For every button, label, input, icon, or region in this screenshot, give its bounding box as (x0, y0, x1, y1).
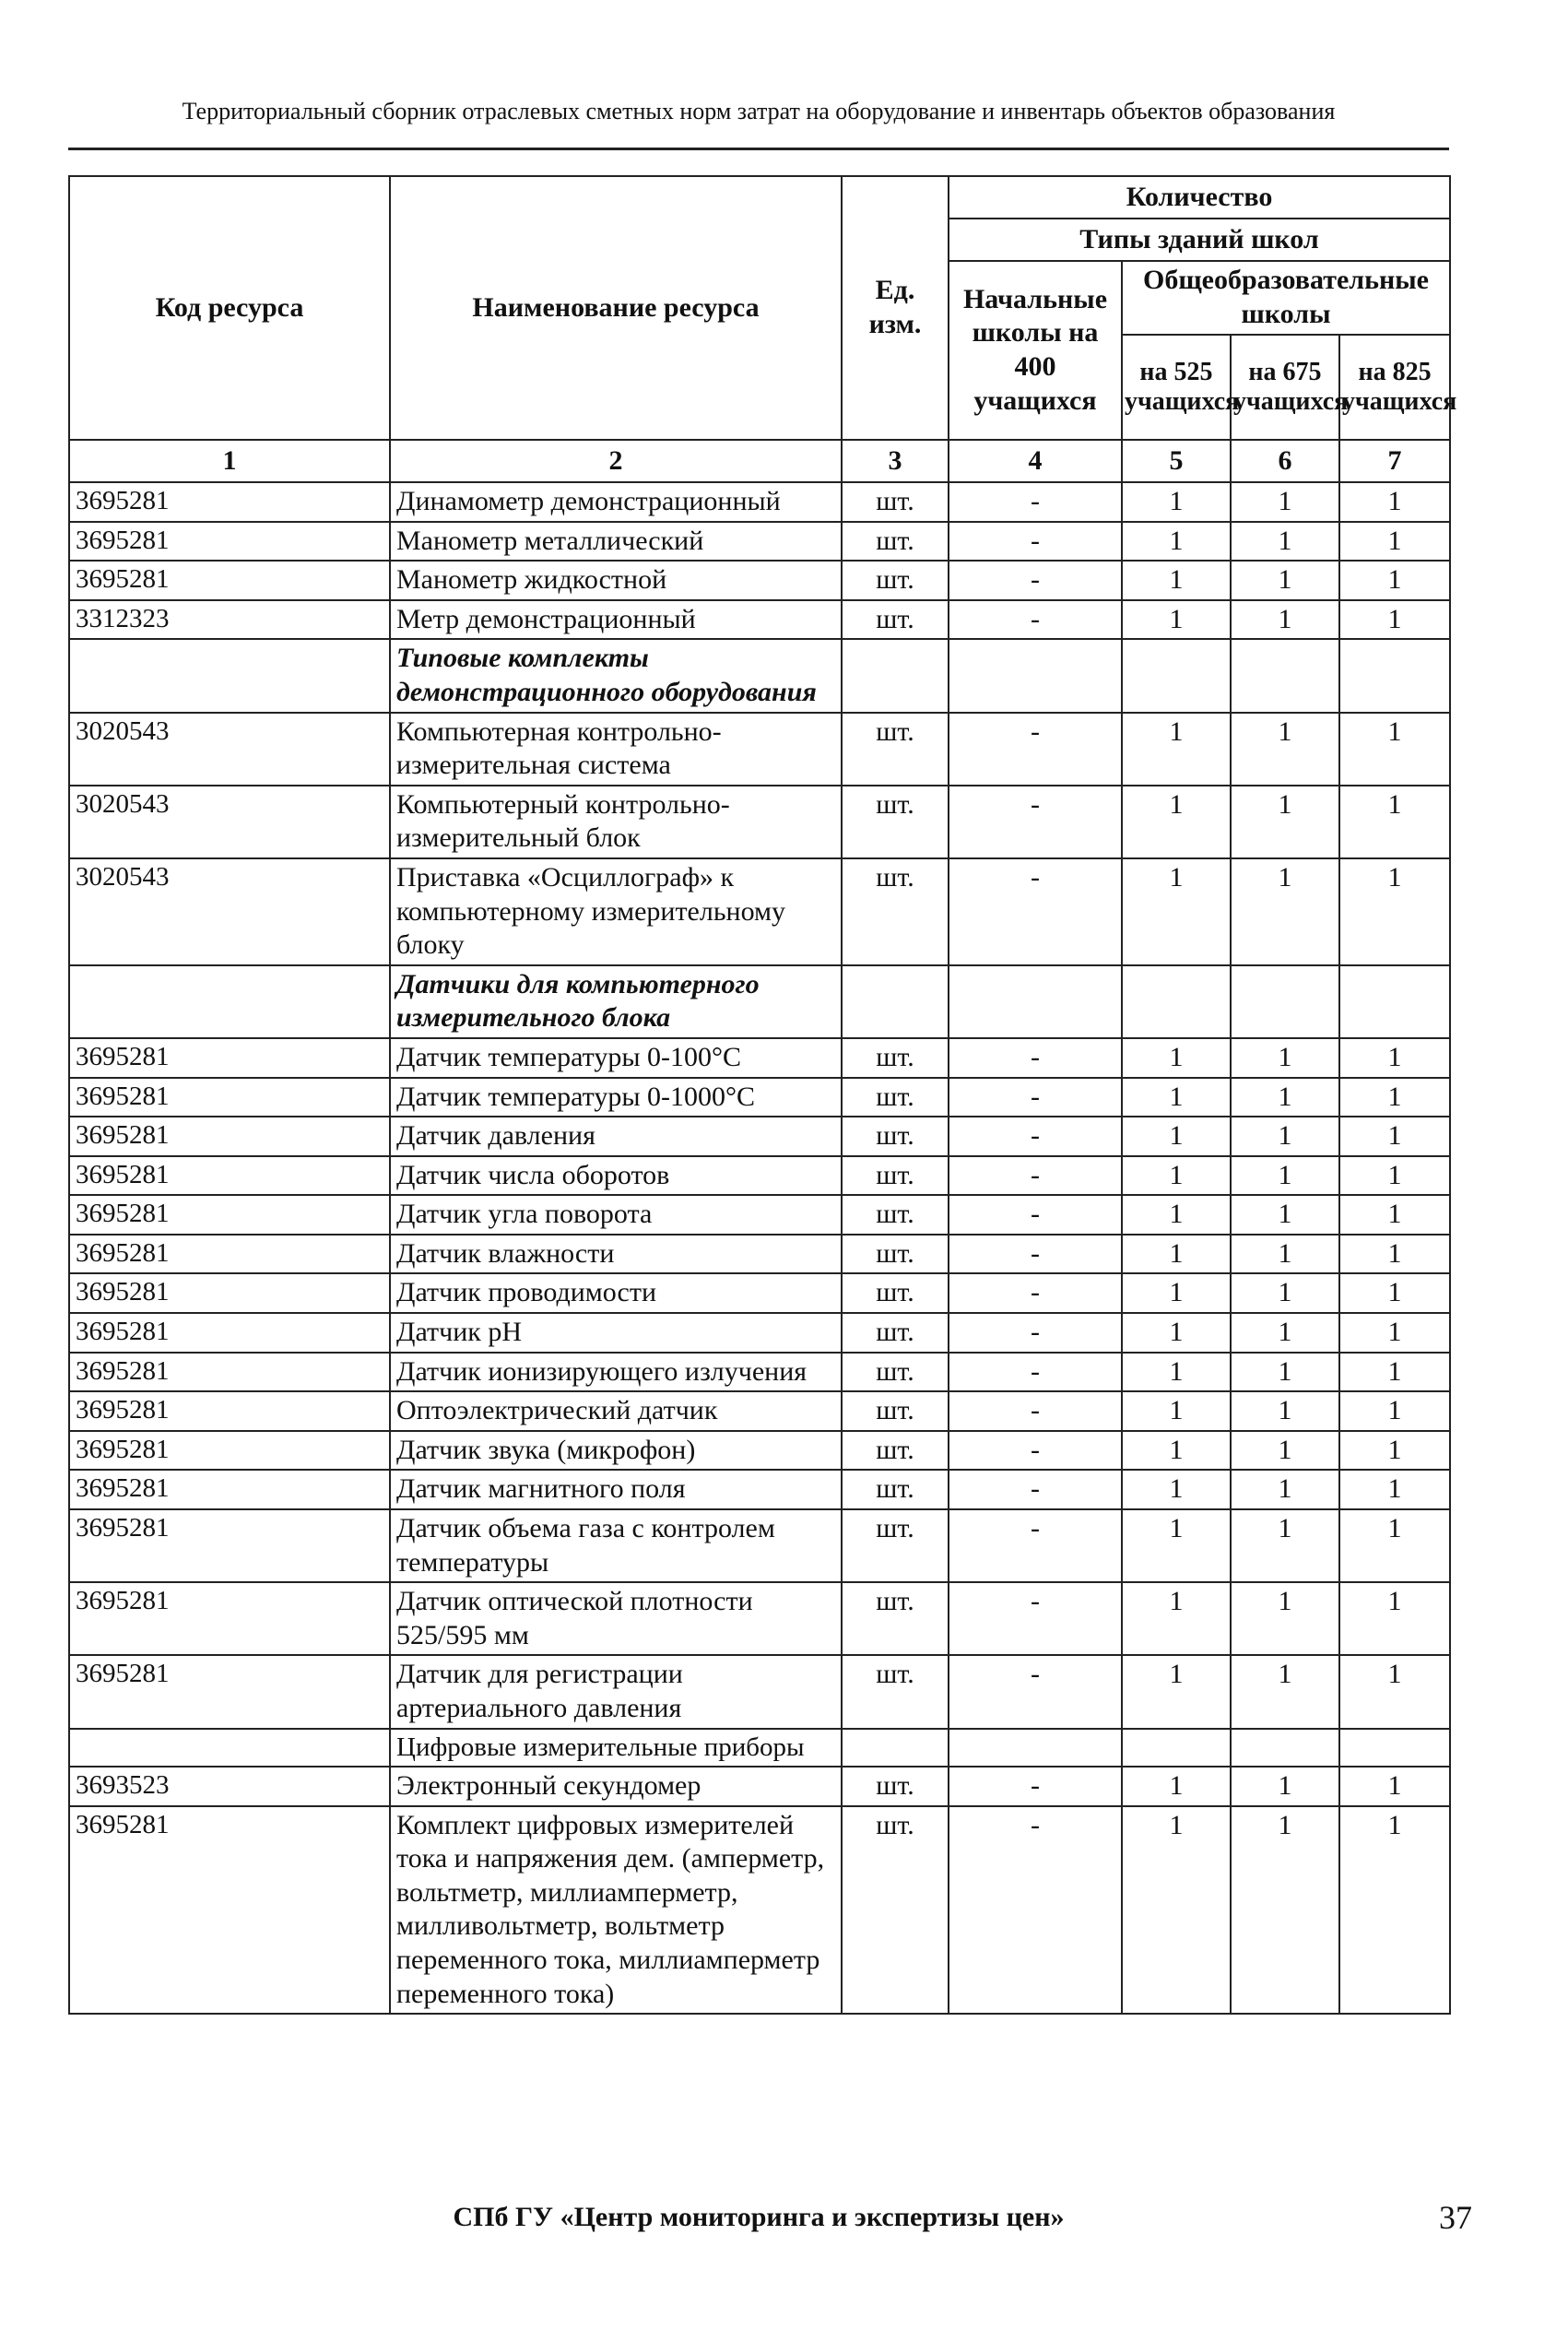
unit: шт. (842, 1806, 949, 2015)
qty-525: 1 (1122, 713, 1231, 786)
section-empty-cell (842, 1729, 949, 1767)
unit: шт. (842, 1156, 949, 1196)
qty-825: 1 (1339, 1431, 1450, 1471)
document-header: Территориальный сборник отраслевых сметных норм затрат на оборудование и инвентарь объектов образования (182, 98, 1336, 124)
unit: шт. (842, 1655, 949, 1728)
resource-code: 3695281 (69, 1431, 390, 1471)
table-row (69, 561, 1450, 600)
table-head (69, 176, 1457, 440)
resource-code: 3020543 (69, 786, 390, 858)
qty-primary-400: - (949, 713, 1122, 786)
table-row (69, 858, 1450, 965)
qty-525: 1 (1122, 1235, 1231, 1274)
resource-name: Манометр металлический (390, 522, 842, 562)
qty-primary-400: - (949, 1195, 1122, 1235)
section-title: Типовые комплекты демонстрационного оборудования (390, 639, 842, 712)
qty-825: 1 (1339, 1117, 1450, 1156)
qty-525: 1 (1122, 1806, 1231, 2015)
qty-525: 1 (1122, 1273, 1231, 1313)
qty-525: 1 (1122, 1655, 1231, 1728)
resource-code: 3695281 (69, 1582, 390, 1655)
qty-675: 1 (1231, 1655, 1339, 1728)
resource-name: Комплект цифровых измерителей тока и напряжения дем. (амперметр, вольтметр, миллиамперметр, милливольтметр, вольтметр переменного тока, миллиамперметр переменного тока) (390, 1806, 842, 2015)
resource-name: Датчик ионизирующего излучения (390, 1353, 842, 1392)
resource-code: 3695281 (69, 1273, 390, 1313)
resource-code: 3695281 (69, 1470, 390, 1509)
unit: шт. (842, 858, 949, 965)
resource-name: Датчик звука (микрофон) (390, 1431, 842, 1471)
resource-name: Датчик pH (390, 1313, 842, 1353)
resource-code: 3695281 (69, 522, 390, 562)
section-code-empty (69, 1729, 390, 1767)
unit: шт. (842, 1391, 949, 1431)
column-number-row (69, 440, 1450, 482)
resource-code: 3020543 (69, 713, 390, 786)
qty-primary-400: - (949, 1582, 1122, 1655)
qty-primary-400: - (949, 1509, 1122, 1582)
section-empty-cell (1231, 965, 1339, 1038)
section-empty-cell (1231, 639, 1339, 712)
resource-name: Приставка «Осциллограф» к компьютерному измерительному блоку (390, 858, 842, 965)
qty-525: 1 (1122, 600, 1231, 640)
resource-code: 3695281 (69, 1353, 390, 1392)
column-number: 2 (390, 440, 842, 482)
resource-name: Компьютерная контрольно-измерительная система (390, 713, 842, 786)
section-empty-cell (949, 1729, 1122, 1767)
page-number: 37 (1439, 2199, 1472, 2236)
qty-825: 1 (1339, 1353, 1450, 1392)
resource-code: 3695281 (69, 1156, 390, 1196)
qty-675: 1 (1231, 1078, 1339, 1117)
qty-525: 1 (1122, 1078, 1231, 1117)
table-row (69, 1353, 1450, 1392)
resource-code: 3693523 (69, 1767, 390, 1806)
table-row (69, 1806, 1450, 2015)
section-code-empty (69, 639, 390, 712)
qty-525: 1 (1122, 786, 1231, 858)
qty-675: 1 (1231, 786, 1339, 858)
column-number: 4 (949, 440, 1122, 482)
qty-525: 1 (1122, 1470, 1231, 1509)
unit: шт. (842, 1313, 949, 1353)
qty-675: 1 (1231, 1235, 1339, 1274)
unit: шт. (842, 1117, 949, 1156)
resource-code: 3695281 (69, 1655, 390, 1728)
qty-primary-400: - (949, 1117, 1122, 1156)
qty-primary-400: - (949, 1767, 1122, 1806)
header-divider (68, 148, 1449, 150)
qty-primary-400: - (949, 786, 1122, 858)
resource-name: Датчик угла поворота (390, 1195, 842, 1235)
qty-primary-400: - (949, 1470, 1122, 1509)
head-675: на 675 учащихся (1231, 335, 1339, 440)
section-row (69, 1729, 1450, 1767)
table-row (69, 1195, 1450, 1235)
qty-525: 1 (1122, 1391, 1231, 1431)
resource-name: Датчик влажности (390, 1235, 842, 1274)
column-number: 3 (842, 440, 949, 482)
qty-825: 1 (1339, 1273, 1450, 1313)
table-row (69, 522, 1450, 562)
section-title: Цифровые измерительные приборы (390, 1729, 842, 1767)
resource-code: 3695281 (69, 1038, 390, 1078)
qty-825: 1 (1339, 1313, 1450, 1353)
qty-675: 1 (1231, 1313, 1339, 1353)
qty-825: 1 (1339, 858, 1450, 965)
qty-primary-400: - (949, 522, 1122, 562)
resource-name: Датчик оптической плотности 525/595 мм (390, 1582, 842, 1655)
unit: шт. (842, 1582, 949, 1655)
column-number: 5 (1122, 440, 1231, 482)
resource-name: Динамометр демонстрационный (390, 482, 842, 522)
qty-675: 1 (1231, 1470, 1339, 1509)
resource-code: 3695281 (69, 1391, 390, 1431)
section-empty-cell (1122, 639, 1231, 712)
qty-525: 1 (1122, 1195, 1231, 1235)
qty-525: 1 (1122, 1313, 1231, 1353)
resource-name: Датчик магнитного поля (390, 1470, 842, 1509)
table-row (69, 1038, 1450, 1078)
qty-825: 1 (1339, 1806, 1450, 2015)
unit: шт. (842, 786, 949, 858)
qty-primary-400: - (949, 1391, 1122, 1431)
table-row (69, 1078, 1450, 1117)
qty-825: 1 (1339, 1655, 1450, 1728)
qty-primary-400: - (949, 1156, 1122, 1196)
qty-primary-400: - (949, 1273, 1122, 1313)
qty-825: 1 (1339, 561, 1450, 600)
resource-code: 3020543 (69, 858, 390, 965)
qty-825: 1 (1339, 1509, 1450, 1582)
qty-675: 1 (1231, 1431, 1339, 1471)
qty-675: 1 (1231, 1156, 1339, 1196)
table-row (69, 1655, 1450, 1728)
unit: шт. (842, 1273, 949, 1313)
qty-675: 1 (1231, 1509, 1339, 1582)
section-empty-cell (949, 965, 1122, 1038)
section-empty-cell (842, 965, 949, 1038)
qty-675: 1 (1231, 713, 1339, 786)
qty-675: 1 (1231, 1767, 1339, 1806)
resource-code: 3695281 (69, 1806, 390, 2015)
table-body (69, 440, 1450, 2014)
qty-675: 1 (1231, 1353, 1339, 1392)
head-general: Общеобразовательные школы (1122, 261, 1450, 335)
qty-825: 1 (1339, 1767, 1450, 1806)
qty-525: 1 (1122, 1353, 1231, 1392)
resource-name: Датчик объема газа с контролем температуры (390, 1509, 842, 1582)
resource-name: Компьютерный контрольно-измерительный блок (390, 786, 842, 858)
resource-code: 3695281 (69, 1195, 390, 1235)
qty-525: 1 (1122, 482, 1231, 522)
resource-name: Датчик проводимости (390, 1273, 842, 1313)
table-row (69, 1313, 1450, 1353)
qty-primary-400: - (949, 1078, 1122, 1117)
column-number: 1 (69, 440, 390, 482)
table-row (69, 1470, 1450, 1509)
head-name: Наименование ресурса (390, 176, 842, 440)
unit: шт. (842, 1078, 949, 1117)
unit: шт. (842, 1353, 949, 1392)
table-row (69, 786, 1450, 858)
qty-825: 1 (1339, 786, 1450, 858)
section-code-empty (69, 965, 390, 1038)
head-unit: Ед. изм. (842, 176, 949, 440)
qty-primary-400: - (949, 1313, 1122, 1353)
qty-primary-400: - (949, 1235, 1122, 1274)
qty-525: 1 (1122, 1509, 1231, 1582)
qty-primary-400: - (949, 561, 1122, 600)
qty-675: 1 (1231, 1195, 1339, 1235)
resource-code: 3695281 (69, 1117, 390, 1156)
qty-825: 1 (1339, 1038, 1450, 1078)
table-row (69, 713, 1450, 786)
table-row (69, 482, 1450, 522)
section-empty-cell (1339, 965, 1450, 1038)
resource-table (68, 175, 1457, 2015)
qty-525: 1 (1122, 522, 1231, 562)
resource-code: 3695281 (69, 1313, 390, 1353)
unit: шт. (842, 1038, 949, 1078)
resource-name: Датчик давления (390, 1117, 842, 1156)
resource-name: Электронный секундомер (390, 1767, 842, 1806)
unit: шт. (842, 1235, 949, 1274)
head-525: на 525 учащихся (1122, 335, 1231, 440)
resource-name: Манометр жидкостной (390, 561, 842, 600)
qty-825: 1 (1339, 1078, 1450, 1117)
resource-name: Оптоэлектрический датчик (390, 1391, 842, 1431)
qty-675: 1 (1231, 1273, 1339, 1313)
table-row (69, 1431, 1450, 1471)
qty-675: 1 (1231, 1806, 1339, 2015)
qty-825: 1 (1339, 522, 1450, 562)
head-code: Код ресурса (69, 176, 390, 440)
table-row (69, 1391, 1450, 1431)
qty-825: 1 (1339, 713, 1450, 786)
table-row (69, 1509, 1450, 1582)
qty-675: 1 (1231, 1391, 1339, 1431)
unit: шт. (842, 1195, 949, 1235)
qty-825: 1 (1339, 600, 1450, 640)
resource-name: Датчик температуры 0-1000°С (390, 1078, 842, 1117)
qty-525: 1 (1122, 1582, 1231, 1655)
unit: шт. (842, 600, 949, 640)
table-row (69, 1117, 1450, 1156)
section-title: Датчики для компьютерного измерительного блока (390, 965, 842, 1038)
qty-primary-400: - (949, 1806, 1122, 2015)
qty-675: 1 (1231, 858, 1339, 965)
resource-name: Датчик температуры 0-100°С (390, 1038, 842, 1078)
section-empty-cell (1122, 965, 1231, 1038)
qty-825: 1 (1339, 482, 1450, 522)
qty-825: 1 (1339, 1195, 1450, 1235)
resource-code: 3695281 (69, 1078, 390, 1117)
qty-525: 1 (1122, 1117, 1231, 1156)
table-row (69, 600, 1450, 640)
section-empty-cell (1231, 1729, 1339, 1767)
qty-525: 1 (1122, 1156, 1231, 1196)
section-empty-cell (949, 639, 1122, 712)
qty-525: 1 (1122, 561, 1231, 600)
section-row (69, 639, 1450, 712)
qty-525: 1 (1122, 1431, 1231, 1471)
section-empty-cell (1122, 1729, 1231, 1767)
qty-primary-400: - (949, 1431, 1122, 1471)
section-row (69, 965, 1450, 1038)
unit: шт. (842, 522, 949, 562)
unit: шт. (842, 713, 949, 786)
section-empty-cell (842, 639, 949, 712)
head-825: на 825 учащихся (1339, 335, 1450, 440)
head-school-types: Типы зданий школ (949, 219, 1450, 261)
column-number: 6 (1231, 440, 1339, 482)
table-row (69, 1235, 1450, 1274)
resource-code: 3695281 (69, 1235, 390, 1274)
qty-primary-400: - (949, 1353, 1122, 1392)
qty-primary-400: - (949, 482, 1122, 522)
footer-organization: СПб ГУ «Центр мониторинга и экспертизы цен» (453, 2202, 1065, 2232)
resource-code: 3695281 (69, 482, 390, 522)
resource-name: Датчик числа оборотов (390, 1156, 842, 1196)
qty-primary-400: - (949, 858, 1122, 965)
table-row (69, 1767, 1450, 1806)
table-row (69, 1156, 1450, 1196)
table-row (69, 1582, 1450, 1655)
resource-code: 3695281 (69, 561, 390, 600)
unit: шт. (842, 561, 949, 600)
qty-825: 1 (1339, 1156, 1450, 1196)
unit: шт. (842, 1509, 949, 1582)
qty-825: 1 (1339, 1235, 1450, 1274)
qty-primary-400: - (949, 1655, 1122, 1728)
qty-525: 1 (1122, 858, 1231, 965)
column-number: 7 (1339, 440, 1450, 482)
section-empty-cell (1339, 639, 1450, 712)
qty-primary-400: - (949, 1038, 1122, 1078)
qty-675: 1 (1231, 482, 1339, 522)
qty-825: 1 (1339, 1582, 1450, 1655)
qty-525: 1 (1122, 1767, 1231, 1806)
unit: шт. (842, 1767, 949, 1806)
qty-675: 1 (1231, 561, 1339, 600)
table-row (69, 1273, 1450, 1313)
unit: шт. (842, 1470, 949, 1509)
qty-675: 1 (1231, 1117, 1339, 1156)
head-primary: Начальные школы на 400 учащихся (949, 261, 1122, 440)
resource-code: 3312323 (69, 600, 390, 640)
head-quantity: Количество (949, 176, 1450, 219)
qty-675: 1 (1231, 1038, 1339, 1078)
qty-primary-400: - (949, 600, 1122, 640)
qty-825: 1 (1339, 1470, 1450, 1509)
qty-825: 1 (1339, 1391, 1450, 1431)
qty-675: 1 (1231, 600, 1339, 640)
qty-675: 1 (1231, 522, 1339, 562)
unit: шт. (842, 482, 949, 522)
unit: шт. (842, 1431, 949, 1471)
resource-name: Датчик для регистрации артериального давления (390, 1655, 842, 1728)
resource-name: Метр демонстрационный (390, 600, 842, 640)
qty-525: 1 (1122, 1038, 1231, 1078)
section-empty-cell (1339, 1729, 1450, 1767)
qty-675: 1 (1231, 1582, 1339, 1655)
resource-code: 3695281 (69, 1509, 390, 1582)
